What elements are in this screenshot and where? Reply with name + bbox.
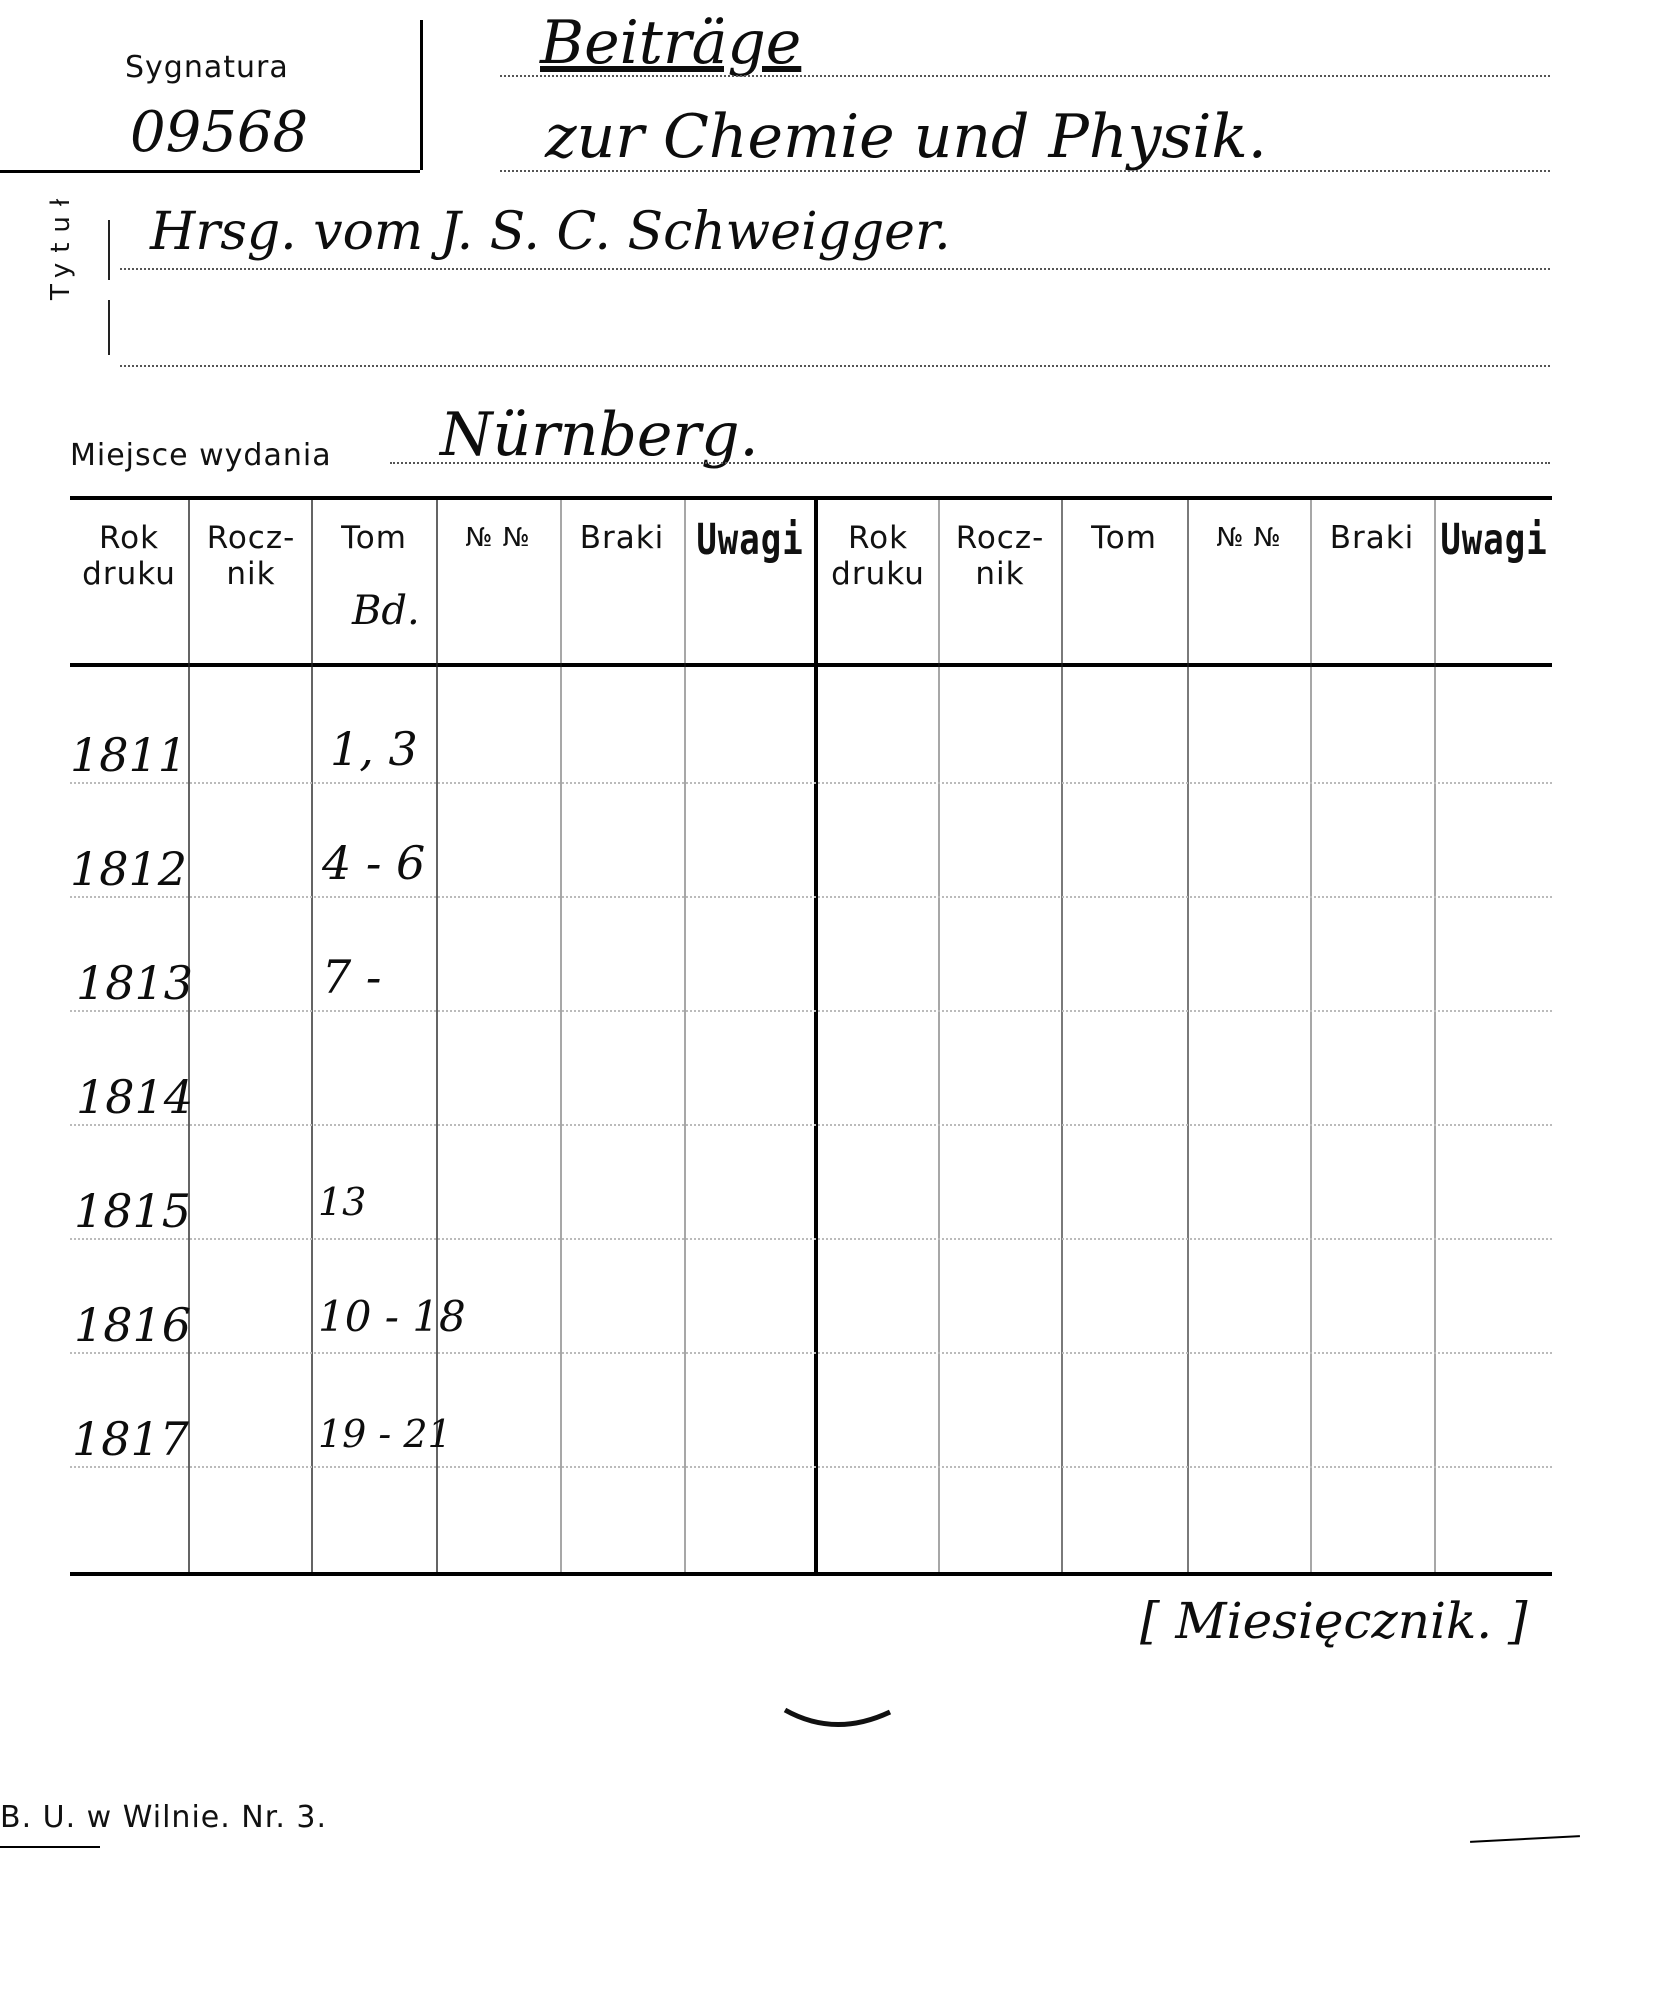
header-numbers: № №	[465, 523, 531, 553]
header-tom-right: Tom	[1091, 520, 1157, 556]
table-top-rule	[70, 496, 1552, 500]
row-guide	[70, 782, 1552, 784]
row-year: 1814	[76, 1070, 194, 1124]
note: [ Miesięcznik. ]	[1140, 1592, 1528, 1650]
row-year: 1813	[76, 956, 194, 1010]
col-sep	[560, 500, 562, 1572]
place-label: Miejsce wydania	[70, 438, 332, 473]
header-uwagi-right: Uwagi	[1440, 515, 1548, 565]
row-year: 1815	[74, 1184, 192, 1238]
table-bottom-rule	[70, 1572, 1552, 1576]
title-line-2: zur Chemie und Physik.	[545, 102, 1267, 172]
header-uwagi: Uwagi	[696, 515, 804, 565]
row-year: 1817	[72, 1412, 190, 1466]
header-rok-druku-right: Rok druku	[831, 520, 925, 592]
title-side-label: Tytuł	[46, 188, 76, 300]
header-braki-right: Braki	[1329, 520, 1415, 556]
row-guide	[70, 896, 1552, 898]
row-tom: 4 - 6	[322, 836, 426, 890]
header-braki: Braki	[579, 520, 665, 556]
table-header-rule	[70, 663, 1552, 667]
header-tom-sub: Bd.	[352, 588, 420, 634]
signature-label: Sygnatura	[125, 50, 289, 85]
signature-bottom-rule	[0, 170, 420, 173]
row-year: 1812	[70, 842, 188, 896]
header-rok-druku: Rok druku	[82, 520, 176, 592]
header-numbers-right: № №	[1216, 523, 1282, 553]
title-side-bar-1	[108, 220, 110, 280]
col-sep	[311, 500, 313, 1572]
row-guide	[70, 1352, 1552, 1354]
title-line-1: Beiträge	[540, 8, 802, 78]
col-sep	[938, 500, 940, 1572]
title-side-bar-2	[108, 300, 110, 355]
title-dotline-3	[120, 268, 1550, 270]
row-guide	[70, 1010, 1552, 1012]
margin-mark	[1470, 1835, 1580, 1843]
col-sep	[1187, 500, 1189, 1572]
decorative-curve	[780, 1700, 900, 1740]
signature-value: 09568	[130, 100, 309, 165]
row-tom: 7 -	[322, 950, 382, 1004]
row-tom: 13	[318, 1180, 367, 1224]
header-tom: Tom	[341, 520, 407, 556]
row-tom: 1, 3	[330, 722, 418, 776]
header-rocznik: Rocz- nik	[206, 520, 296, 592]
row-guide	[70, 1124, 1552, 1126]
title-dotline-2	[500, 170, 1550, 172]
title-dotline-1	[500, 75, 1550, 77]
col-sep	[1434, 500, 1436, 1572]
col-sep	[1310, 500, 1312, 1572]
row-year: 1816	[74, 1298, 192, 1352]
footer: B. U. w Wilnie. Nr. 3.	[0, 1800, 328, 1835]
title-line-3: Hrsg. vom J. S. C. Schweigger.	[150, 202, 951, 262]
title-dotline-4	[120, 365, 1550, 367]
footer-underline	[0, 1846, 100, 1848]
row-year: 1811	[70, 728, 188, 782]
col-sep	[684, 500, 686, 1572]
col-sep	[1061, 500, 1063, 1572]
signature-side-rule	[420, 20, 423, 170]
table-center-divider	[814, 500, 818, 1572]
header-rocznik-right: Rocz- nik	[955, 520, 1045, 592]
place-value: Nürnberg.	[440, 400, 759, 470]
row-tom: 19 - 21	[318, 1412, 452, 1456]
row-guide	[70, 1466, 1552, 1468]
row-guide	[70, 1238, 1552, 1240]
row-tom: 10 - 18	[318, 1292, 466, 1341]
place-dotline	[390, 462, 1550, 464]
